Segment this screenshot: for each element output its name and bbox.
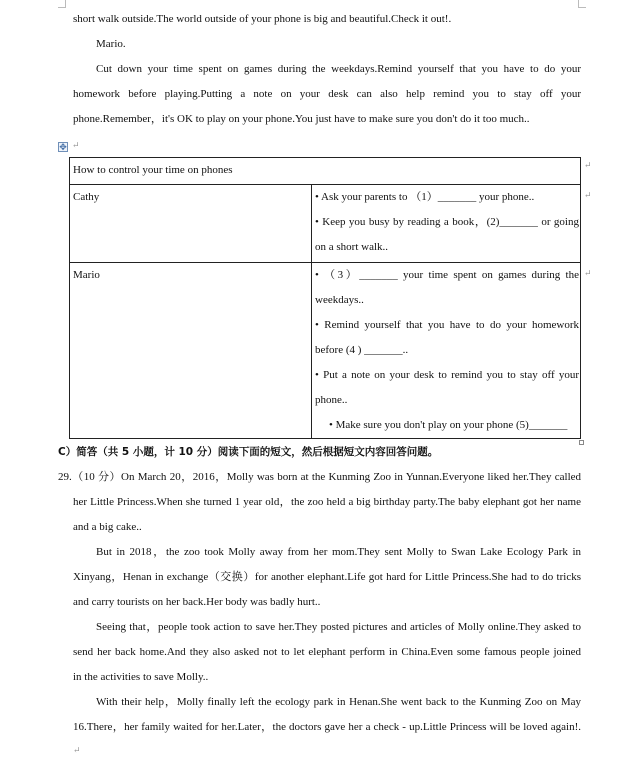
table-row-cathy (70, 185, 581, 263)
table-header-cell (70, 158, 581, 185)
margin-corner-left (58, 0, 66, 8)
mario-tip-3-cont: phone.. (315, 394, 348, 406)
table-resize-handle[interactable] (579, 440, 584, 445)
cathy-name-cell (70, 185, 312, 263)
question-29-line-7: Seeing that，people took action to save her.They posted pictures and articles of Molly online.They asked to (96, 621, 581, 633)
question-score: （10 分） (71, 471, 122, 483)
question-29-line-3: and a big cake.. (73, 521, 142, 533)
mario-tip-2: • Remind yourself that you have to do your homework (315, 319, 579, 331)
table-header-text: How to control your time on phones (73, 164, 233, 176)
passage-name-mario: Mario. (96, 38, 126, 50)
cathy-tip-2: • Keep you busy by reading a book，(2)_______ or going (315, 216, 579, 228)
question-29-line-10: With their help，Molly finally left the ecology park in Henan.She went back to the Kunming Zoo on May (96, 696, 581, 708)
row-end-mark-1: ↵ (584, 160, 592, 170)
question-29-line-11: 16.There，her family waited for her.Later，the doctors gave her a check - up.Little Princess will be loved again!. (73, 721, 581, 733)
question-29-line-4: But in 2018，the zoo took Molly away from her mom.They sent Molly to Swan Lake Ecology Park in (96, 546, 581, 558)
passage-mario-line-2: homework before playing.Putting a note on your desk can also help remind you to stay off your (73, 88, 581, 100)
mario-name-cell (70, 263, 312, 439)
question-29-line-9: in the activities to save Molly.. (73, 671, 209, 683)
question-29-line-8: send her back home.And they also asked not to let elephant perform in China.Even some famous people joined (73, 646, 581, 658)
cathy-tip-2-cont: on a short walk.. (315, 241, 389, 253)
row-end-mark-3: ↵ (584, 268, 592, 278)
mario-tip-2-cont: before (4 ) _______.. (315, 344, 409, 356)
mario-tip-1: • （3）_______ your time spent on games during the (315, 269, 579, 281)
question-29-line-6: and carry tourists on her back.Her body was badly hurt.. (73, 596, 321, 608)
mario-name: Mario (73, 269, 100, 281)
time-control-table (69, 157, 581, 439)
final-paragraph-mark: ↵ (73, 745, 81, 755)
mario-tip-4: • Make sure you don't play on your phone (5)_______ (329, 419, 568, 431)
question-29-line-1 (58, 465, 581, 490)
cathy-name: Cathy (73, 191, 100, 203)
section-c-heading: C）简答（共 5 小题，计 10 分）阅读下面的短文，然后根据短文内容回答问题。 (58, 446, 439, 458)
paragraph-mark: ↵ (72, 140, 80, 150)
table-header-row (70, 158, 581, 185)
question-number: 29. (58, 471, 72, 483)
table-move-handle-icon[interactable]: ✥ (59, 142, 67, 152)
passage-line-walk: short walk outside.The world outside of your phone is big and beautiful.Check it out!. (73, 13, 452, 25)
mario-tip-1-cont: weekdays.. (315, 294, 364, 306)
passage-mario-line-1: Cut down your time spent on games during the weekdays.Remind yourself that you have to do your (96, 63, 581, 75)
mario-tip-3: • Put a note on your desk to remind you to stay off your (315, 369, 579, 381)
mario-tips-cell (312, 263, 581, 439)
passage-mario-line-3: phone.Remember，it's OK to play on your phone.You just have to make sure you don't do it too much.. (73, 113, 530, 125)
question-29-line-5: Xinyang，Henan in exchange（交换）for another elephant.Life got hard for Little Princess.She had to do tricks (73, 571, 581, 583)
cathy-tips-cell (312, 185, 581, 263)
row-end-mark-2: ↵ (584, 190, 592, 200)
cathy-tip-1: • Ask your parents to （1）_______ your phone.. (315, 191, 535, 203)
question-text-1: On March 20，2016，Molly was born at the Kunming Zoo in Yunnan.Everyone liked her.They called (121, 471, 582, 483)
table-row-mario (70, 263, 581, 439)
question-29-line-2: her Little Princess.When she turned 1 year old，the zoo held a big birthday party.The baby elephant got her name (73, 496, 581, 508)
